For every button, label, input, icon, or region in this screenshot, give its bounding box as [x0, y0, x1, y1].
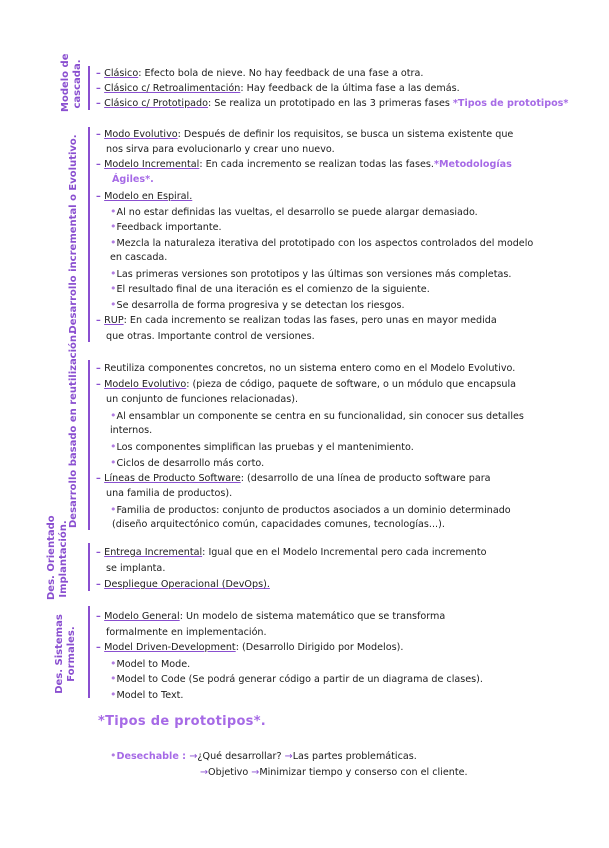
reu-line: – Modelo Evolutivo: (pieza de código, paquete de software, o un módulo que encapsula — [96, 379, 517, 390]
evo-line: – Modelo en Espiral. — [96, 191, 193, 202]
text: Las primeras versiones son prototipos y las últimas son versiones más completas. — [116, 269, 512, 280]
label-line: Desarrollo basado en reutilización. — [68, 331, 79, 528]
text: : Después de definir los requisitos, se busca un sistema existente que — [177, 129, 514, 140]
arrow-right-icon: → — [200, 767, 209, 778]
bullet-item: •Model to Text. — [110, 688, 184, 701]
text: : Igual que en el Modelo Incremental pero cada incremento — [202, 547, 487, 558]
bullet-item: •Se desarrolla de forma progresiva y se detectan los riesgos. — [110, 298, 405, 311]
text: : Un modelo de sistema matemático que se transforma — [179, 611, 446, 622]
term: Clásico c/ Prototipado — [104, 98, 209, 109]
text: Al ensamblar un componente se centra en su funcionalidad, sin conocer sus detalles — [116, 411, 524, 422]
text: Model to Text. — [116, 690, 184, 701]
text: : Se realiza un prototipado en las 3 primeras fases — [208, 98, 453, 109]
text: Las partes problemáticas. — [292, 751, 417, 762]
imp-line: – Despliegue Operacional (DevOps). — [96, 579, 270, 590]
bullet-item: •El resultado final de una iteración es el comienzo de la siguiente. — [110, 282, 430, 295]
text: Familia de productos: conjunto de productos asociados a un dominio determinado — [116, 505, 511, 516]
prototipos-heading: *Tipos de prototipos*. — [98, 714, 267, 729]
reu-line: un conjunto de funciones relacionadas). — [106, 394, 299, 405]
label-line: Desarrollo incremental o Evolutivo. — [68, 134, 79, 334]
evo-line: – RUP: En cada incremento se realizan todas las fases, pero unas en mayor medida — [96, 315, 497, 326]
bullet-item: •Al ensamblar un componente se centra en su funcionalidad, sin conocer sus detalles — [110, 409, 524, 422]
section-label-cascada — [60, 53, 84, 112]
term: Clásico — [104, 68, 139, 79]
term: Despliegue Operacional (DevOps). — [104, 579, 270, 590]
text: ¿Qué desarrollar? — [197, 751, 282, 762]
bracket — [88, 127, 96, 342]
bullet-item: •Familia de productos: conjunto de productos asociados a un dominio determinado — [110, 503, 511, 516]
text: : (Desarrollo Dirigido por Modelos). — [235, 642, 404, 653]
label-line: Formales. — [66, 626, 77, 682]
text: : En cada incremento se realizan todas las fases. — [199, 159, 434, 170]
reu-line: internos. — [110, 425, 153, 436]
evo-line: nos sirva para evolucionarlo y crear uno nuevo. — [106, 144, 335, 155]
evo-line: que otras. Importante control de versiones. — [106, 331, 315, 342]
text: Los componentes simplifican las pruebas y el mantenimiento. — [116, 442, 414, 453]
term: Modo Evolutivo — [104, 129, 178, 140]
bracket — [88, 606, 96, 698]
form-line: – Modelo General: Un modelo de sistema matemático que se transforma — [96, 611, 446, 622]
bullet-item: •Model to Code (Se podrá generar código a partir de un diagrama de clases). — [110, 672, 483, 685]
note: *Metodologías — [433, 159, 512, 170]
label-line: Implantación. — [58, 520, 69, 598]
evo-line: – Modo Evolutivo: Después de definir los requisitos, se busca un sistema existente que — [96, 129, 514, 140]
term: Líneas de Producto Software — [104, 473, 241, 484]
section-label-implantacion — [46, 515, 70, 600]
imp-line: se implanta. — [106, 563, 166, 574]
bullet-item: •Model to Mode. — [110, 657, 191, 670]
note: *Tipos de prototipos* — [452, 98, 569, 109]
text: Feedback importante. — [116, 222, 222, 233]
label-line: Modelo de — [60, 53, 71, 112]
text: : (desarrollo de una línea de producto software para — [240, 473, 491, 484]
text: Ciclos de desarrollo más corto. — [116, 458, 265, 469]
term: Modelo Incremental — [104, 159, 200, 170]
bullet-item: •Mezcla la naturaleza iterativa del prototipado con los aspectos controlados del modelo — [110, 236, 534, 249]
desechable-label: Desechable — [116, 751, 179, 762]
bullet-item: •Feedback importante. — [110, 220, 222, 233]
term: Clásico c/ Retroalimentación — [104, 83, 241, 94]
reu-line: una familia de productos). — [106, 488, 233, 499]
reu-line: – Líneas de Producto Software: (desarrollo de una línea de producto software para — [96, 473, 491, 484]
cascada-line-3: – Clásico c/ Prototipado: Se realiza un prototipado en las 3 primeras fases *Tipos de prototipos* — [96, 98, 569, 109]
bracket — [88, 360, 96, 530]
text: : Efecto bola de nieve. No hay feedback de una fase a otra. — [138, 68, 424, 79]
cascada-line-2: – Clásico c/ Retroalimentación: Hay feedback de la última fase a las demás. — [96, 83, 460, 94]
desechable-row-1: •Desechable : →¿Qué desarrollar? →Las partes problemáticas. — [110, 749, 417, 762]
arrow-right-icon: → — [251, 767, 260, 778]
reu-line: – Reutiliza componentes concretos, no un sistema entero como en el Modelo Evolutivo. — [96, 363, 516, 374]
bullet-item: •Al no estar definidas las vueltas, el desarrollo se puede alargar demasiado. — [110, 205, 478, 218]
term: Model Driven-Development — [104, 642, 236, 653]
form-line: – Model Driven-Development: (Desarrollo Dirigido por Modelos). — [96, 642, 404, 653]
bracket — [88, 543, 96, 591]
text: Objetivo — [208, 767, 249, 778]
term: Modelo General — [104, 611, 180, 622]
text: Model to Code (Se podrá generar código a partir de un diagrama de clases). — [116, 674, 483, 685]
text: Mezcla la naturaleza iterativa del prototipado con los aspectos controlados del modelo — [116, 238, 534, 249]
text: El resultado final de una iteración es el comienzo de la siguiente. — [116, 284, 430, 295]
text: : Hay feedback de la última fase a las demás. — [240, 83, 460, 94]
arrow-right-icon: → — [189, 751, 198, 762]
label-line: Des. Sistemas — [54, 614, 65, 694]
cascada-line-1: – Clásico: Efecto bola de nieve. No hay feedback de una fase a otra. — [96, 68, 424, 79]
term: RUP — [104, 315, 124, 326]
evo-line: en cascada. — [110, 252, 168, 263]
text: Se desarrolla de forma progresiva y se detectan los riesgos. — [116, 300, 405, 311]
text: Al no estar definidas las vueltas, el desarrollo se puede alargar demasiado. — [116, 207, 478, 218]
text: Model to Mode. — [116, 659, 191, 670]
section-label-evolutivo — [68, 130, 80, 338]
desechable-row-2 — [200, 766, 468, 779]
section-label-formales — [54, 608, 78, 700]
label-line: cascada. — [72, 59, 83, 109]
term: Modelo en Espiral. — [104, 191, 193, 202]
bullet-item: •Los componentes simplifican las pruebas y el mantenimiento. — [110, 440, 414, 453]
section-label-reutilizacion — [68, 331, 80, 528]
bullet-item: •Ciclos de desarrollo más corto. — [110, 456, 265, 469]
bullet-item: •Las primeras versiones son prototipos y las últimas son versiones más completas. — [110, 267, 512, 280]
term: Entrega Incremental — [104, 547, 203, 558]
arrow-right-icon: → — [284, 751, 293, 762]
evo-line: – Modelo Incremental: En cada incremento se realizan todas las fases.*Metodologías — [96, 159, 512, 170]
form-line: formalmente en implementación. — [106, 627, 267, 638]
text: Reutiliza componentes concretos, no un sistema entero como en el Modelo Evolutivo. — [104, 363, 516, 374]
term: Modelo Evolutivo — [104, 379, 187, 390]
text: : (pieza de código, paquete de software, o un módulo que encapsula — [186, 379, 517, 390]
text: : En cada incremento se realizan todas las fases, pero unas en mayor medida — [123, 315, 497, 326]
evo-line: Ágiles*. — [112, 174, 154, 185]
imp-line: – Entrega Incremental: Igual que en el Modelo Incremental pero cada incremento — [96, 547, 487, 558]
bracket — [88, 66, 96, 110]
label-line: Des. Orientado — [46, 515, 57, 600]
reu-line: (diseño arquitectónico común, capacidades comunes, tecnologías...). — [112, 519, 445, 530]
text: Minimizar tiempo y conserso con el cliente. — [259, 767, 468, 778]
